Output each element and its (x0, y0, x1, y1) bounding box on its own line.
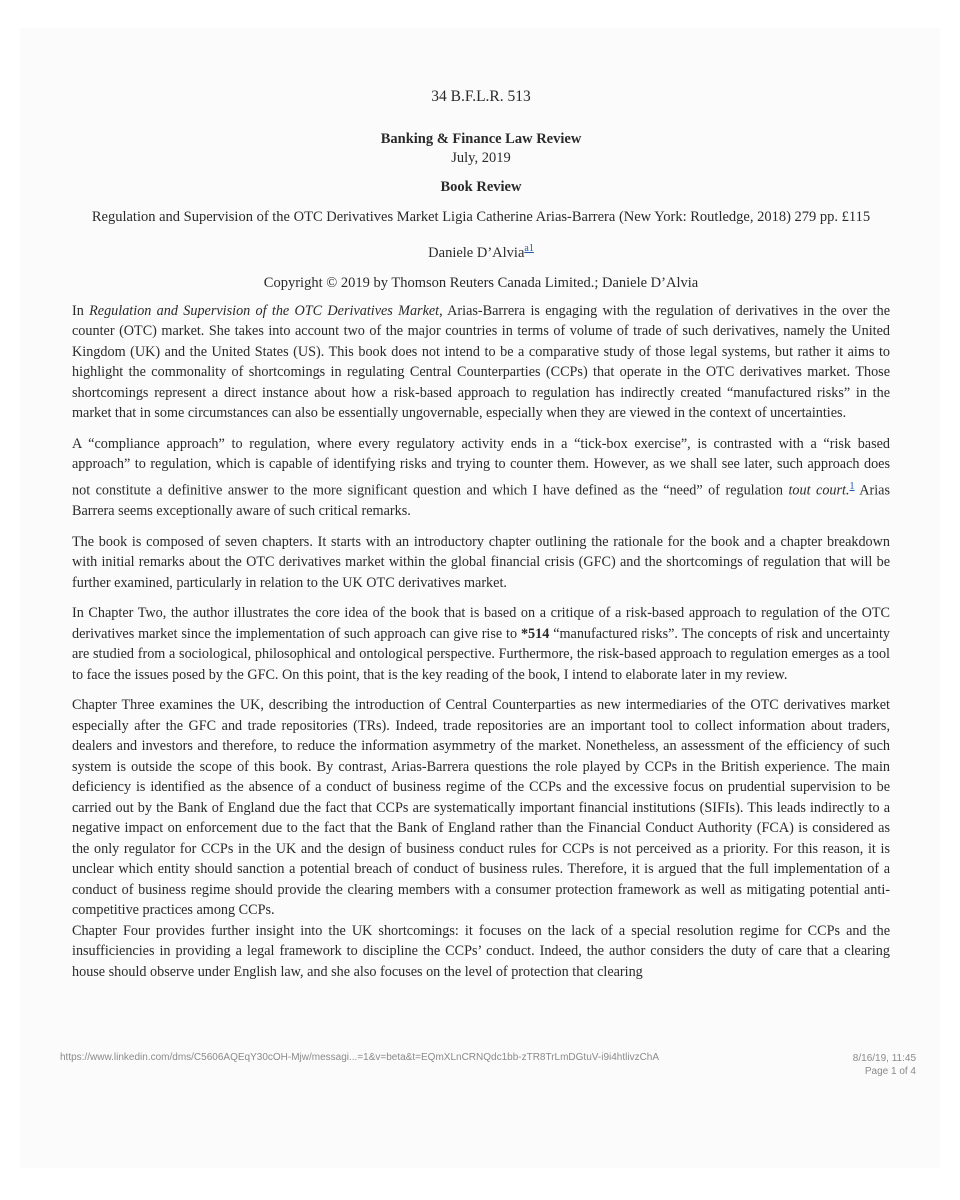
paragraph-text: Arias Barrera seems exceptionally aware of such critical remarks. (72, 482, 890, 520)
paragraph-2 (72, 434, 890, 522)
publication-date: July, 2019 (451, 150, 511, 166)
author-name: Daniele D’Alvia (428, 244, 525, 261)
star-page-marker: *514 (520, 625, 550, 642)
paragraph-5: Chapter Three examines the UK, describing the introduction of Central Counterparties as new intermediaries of the OTC derivatives market especially after the GFC and trade repositories (TRs). Indeed, trade repositories are an important tool to collect information about traders, dealers and investors and therefore, to reduce the information asymmetry of the market. Nonetheless, an assessment of the efficiency of such system is outside the scope of this book. By contrast, Arias-Barrera questions the role played by CCPs in the British experience. The main deficiency is identified as the absence of a conduct of business regime of the CCPs and the excessive focus on prudential supervision to be carried out by the Bank of England due the fact that CCPs are systematically important financial institutions (SIFIs). This leads indirectly to a negative impact on enforcement due to the fact that the Bank of England rather than the Financial Conduct Authority (FCA) is considered as the only regulator for CCPs in the UK and the design of business conduct rules for CCPs is not perceived as a priority. For this reason, it is unclear which entity should sanction a potential breach of conduct of business rules. Therefore, it is argued that the full implementation of a conduct of business regime should provide the clearing members with a consumer protection framework as well as mitigating potential anti-competitive practices among CCPs. (72, 697, 890, 919)
paragraph-text: In Chapter Two, the author illustrates the core idea of the book that is based on a critique of a risk-based approach to regulation of the OTC derivatives market since the implementation of such approach can give rise to (72, 605, 890, 642)
footer-meta (853, 1052, 916, 1078)
journal-title: Banking & Finance Law Review (380, 131, 582, 147)
author-footnote-link[interactable]: a1 (524, 243, 534, 254)
paragraph-3: The book is composed of seven chapters. It starts with an introductory chapter outlining the rationale for the book and a chapter breakdown with initial remarks about the OTC derivatives market within the global financial crisis (GFC) and the shortcomings of regulation that will be further examined, particularly in relation to the UK OTC derivatives market. (72, 533, 890, 591)
paragraph-4 (72, 603, 890, 685)
book-title-italic: Regulation and Supervision of the OTC Derivatives Market (89, 302, 440, 319)
author-line (72, 237, 890, 263)
document-page (20, 28, 940, 1168)
paragraph-text: In (72, 302, 90, 319)
italic-phrase: tout court. (788, 482, 850, 499)
book-title: Regulation and Supervision of the OTC Derivatives Market Ligia Catherine Arias-Barrera (New York: Routledge, 2018) 279 pp. £115 (91, 209, 871, 225)
document-content (72, 88, 890, 992)
paragraph-6: Chapter Four provides further insight into the UK shortcomings: it focuses on the lack of a special resolution regime for CCPs and the insufficiencies in providing a legal framework to discipline the CCPs’ conduct. Indeed, the author considers the duty of care that a clearing house should observe under English law, and she also focuses on the level of protection that clearing (72, 922, 890, 980)
copyright-line: Copyright © 2019 by Thomson Reuters Canada Limited.; Daniele D’Alvia (263, 274, 699, 291)
citation: 34 B.F.L.R. 513 (431, 88, 531, 105)
source-url: https://www.linkedin.com/dms/C5606AQEqY30cOH-Mjw/messagi...=1&v=beta&t=EQmXLnCRNQdc1bb-zTR8TrLmDGtuV-i9i4htlivzChA (60, 1052, 660, 1063)
page-number: Page 1 of 4 (864, 1066, 916, 1077)
footnote-link-1[interactable]: 1 (849, 480, 855, 492)
print-timestamp: 8/16/19, 11:45 (852, 1053, 916, 1064)
section-label: Book Review (440, 179, 522, 195)
paragraph-text: A “compliance approach” to regulation, where every regulatory activity ends in a “tick-box exercise”, is contrasted with a “risk based approach” to regulation, which is capable of identifying risks and trying to counter them. However, as we shall see later, such approach does not constitute a definitive answer to the more significant question and which I have defined as the “need” of regulation (72, 435, 890, 499)
paragraph-1 (72, 301, 890, 424)
paragraph-text: “manufactured risks”. The concepts of risk and uncertainty are studied from a sociological, philosophical and ontological perspective. Furthermore, the risk-based approach to regulation emerges as a tool to face the issues posed by the GFC. On this point, that is the key reading of the book, I intend to elaborate later in my review. (72, 625, 890, 683)
paragraph-text: , Arias-Barrera is engaging with the regulation of derivatives in the over the counter (OTC) market. She takes into account two of the major countries in terms of volume of trade of such derivatives, namely the United Kingdom (UK) and the United States (US). This book does not intend to be a comparative study of those legal systems, but rather it aims to highlight the commonality of shortcomings in regulating Central Counterparties (CCPs) that operate in the OTC derivatives market. Those shortcomings represent a direct instance about how a risk-based approach to regulation has indirectly created “manufactured risks” in the market that in some circumstances can also be essentially ungovernable, especially when they are viewed in the context of uncertainties. (72, 302, 890, 422)
